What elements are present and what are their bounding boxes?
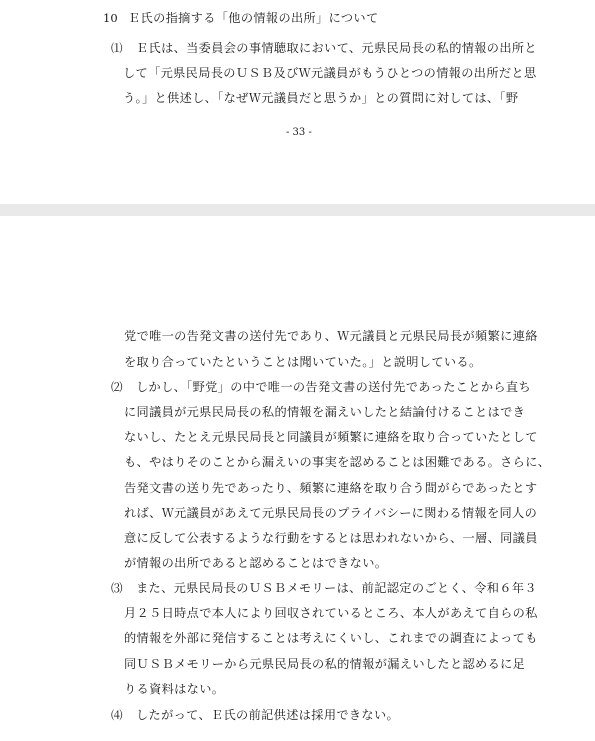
paragraph-line: ないし、たとえ元県民局長と同議員が頻繁に連絡を取り合っていたとして (124, 430, 538, 444)
section-number: 10 (103, 11, 118, 25)
paragraph-line: が情報の出所であると認めることはできない。 (124, 556, 388, 570)
paragraph-line: 党で唯一の告発文書の送付先であり、Ｗ元議員と元県民局長が頻繁に連絡 (124, 329, 538, 343)
paragraph-line: 告発文書の送り先であったり、頻繁に連絡を取り合う間がらであったとす (124, 481, 538, 495)
paragraph-line: したがって、Ｅ氏の前記供述は採用できない。 (136, 708, 400, 722)
item-number: ⑵ (111, 380, 123, 394)
paragraph-line: Ｅ氏は、当委員会の事情聴取において、元県民局長の私的情報の出所と (136, 41, 537, 55)
paragraph-line: して「元県民局長のＵＳＢ及びＷ元議員がもうひとつの情報の出所だと思 (123, 66, 537, 80)
paragraph-line: れば、Ｗ元議員があえて元県民局長のプライバシーに関わる情報を同人の (124, 506, 538, 520)
page-separator (0, 204, 595, 216)
paragraph-line: しかし、「野党」の中で唯一の告発文書の送付先であったことから直ち (136, 380, 531, 394)
paragraph-line: 月２５日時点で本人により回収されているところ、本人があえて自らの私 (124, 606, 538, 620)
item-number: ⑷ (111, 708, 123, 722)
page-number: - 33 - (286, 127, 312, 138)
item-number: ⑶ (111, 581, 123, 595)
document-page-top (0, 0, 595, 204)
paragraph-line: も、やはりそのことから漏えいの事実を認めることは困難である。さらに、 (124, 455, 551, 469)
paragraph-line: また、元県民局長のＵＳＢメモリーは、前記認定のごとく、令和６年３ (136, 581, 537, 595)
paragraph-line: りる資料はない。 (124, 682, 225, 696)
paragraph-line: を取り合っていたということは聞いていた。」と説明している。 (124, 355, 482, 369)
paragraph-line: 意に反して公表するような行動をするとは思われないから、一層、同議員 (124, 531, 538, 545)
paragraph-line: う。」と供述し、「なぜＷ元議員だと思うか」との質問に対しては、「野 (123, 91, 519, 105)
paragraph-line: 的情報を外部に発信することは考えにくいし、これまでの調査によっても (124, 631, 538, 645)
item-number: ⑴ (111, 41, 123, 55)
section-heading: Ｅ氏の指摘する「他の情報の出所」について (128, 11, 379, 25)
paragraph-line: 同ＵＳＢメモリーから元県民局長の私的情報が漏えいしたと認めるに足 (124, 657, 526, 671)
paragraph-line: に同議員が元県民局長の私的情報を漏えいしたと結論付けることはでき (124, 405, 526, 419)
document-page-bottom (0, 216, 595, 741)
